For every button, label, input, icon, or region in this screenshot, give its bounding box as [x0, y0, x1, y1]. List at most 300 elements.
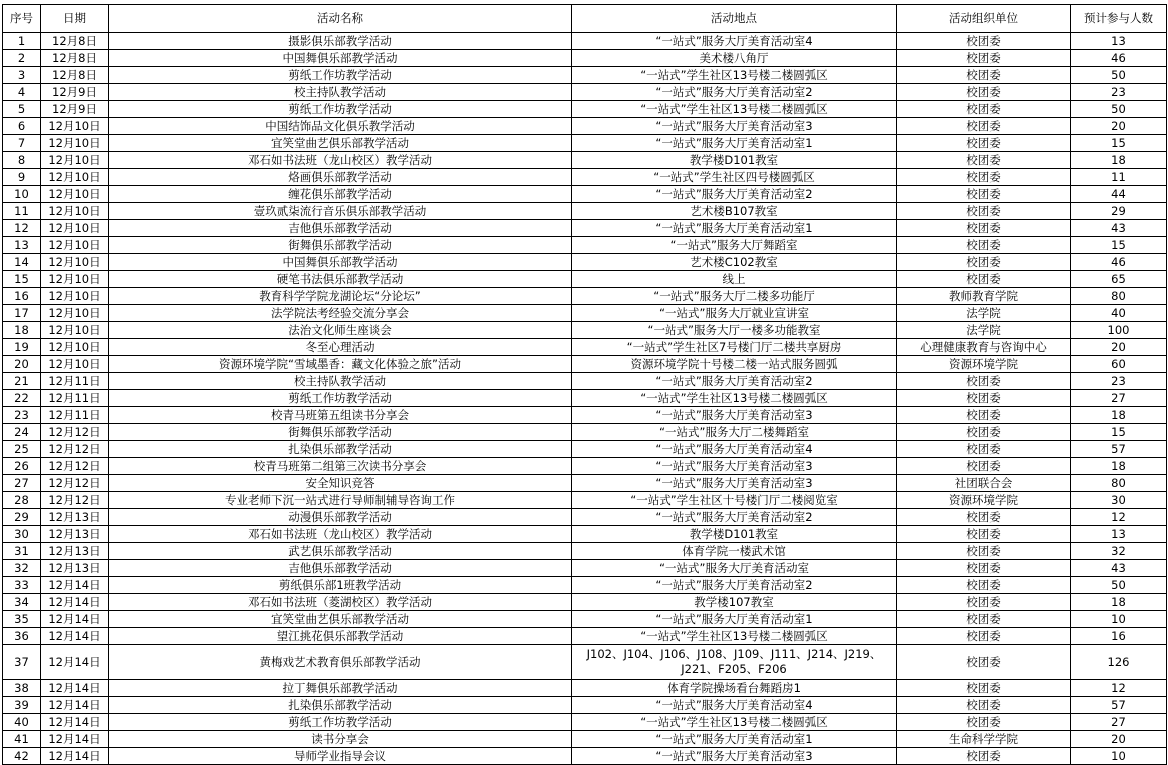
row-no-cell: 38 [3, 680, 41, 697]
location-cell: “一站式”服务大厅美育活动室2 [572, 577, 897, 594]
table-row [3, 628, 1167, 645]
activity-name-cell: 拉丁舞俱乐部教学活动 [109, 680, 572, 697]
attendance-cell: 57 [1071, 697, 1167, 714]
table-row [3, 748, 1167, 765]
table-row [3, 84, 1167, 101]
location-cell: “一站式”服务大厅美育活动室2 [572, 84, 897, 101]
location-cell: “一站式”服务大厅美育活动室4 [572, 33, 897, 50]
row-no-cell: 1 [3, 33, 41, 50]
row-no-cell: 19 [3, 339, 41, 356]
date-cell: 12月10日 [41, 152, 109, 169]
date-cell: 12月12日 [41, 458, 109, 475]
activity-name-cell: 中国舞俱乐部教学活动 [109, 50, 572, 67]
location-cell: “一站式”服务大厅美育活动室1 [572, 611, 897, 628]
date-cell: 12月14日 [41, 731, 109, 748]
table-row [3, 577, 1167, 594]
activity-name-cell: 法治文化师生座谈会 [109, 322, 572, 339]
activity-name-cell: 街舞俱乐部教学活动 [109, 237, 572, 254]
organizer-cell: 校团委 [897, 169, 1071, 186]
row-no-cell: 3 [3, 67, 41, 84]
organizer-cell: 校团委 [897, 526, 1071, 543]
date-cell: 12月14日 [41, 748, 109, 765]
row-no-cell: 36 [3, 628, 41, 645]
activity-name-cell: 宜笑堂曲艺俱乐部教学活动 [109, 135, 572, 152]
attendance-cell: 15 [1071, 135, 1167, 152]
date-cell: 12月13日 [41, 509, 109, 526]
organizer-cell: 生命科学学院 [897, 731, 1071, 748]
table-row [3, 458, 1167, 475]
location-cell: “一站式”服务大厅美育活动室3 [572, 118, 897, 135]
date-cell: 12月14日 [41, 594, 109, 611]
date-cell: 12月10日 [41, 169, 109, 186]
attendance-cell: 20 [1071, 118, 1167, 135]
date-cell: 12月13日 [41, 526, 109, 543]
organizer-cell: 资源环境学院 [897, 492, 1071, 509]
location-cell: “一站式”服务大厅美育活动室3 [572, 475, 897, 492]
header-no: 序号 [3, 5, 41, 33]
attendance-cell: 60 [1071, 356, 1167, 373]
organizer-cell: 校团委 [897, 373, 1071, 390]
row-no-cell: 23 [3, 407, 41, 424]
attendance-cell: 18 [1071, 152, 1167, 169]
location-cell: J102、J104、J106、J108、J109、J111、J214、J219、J221、F205、F206 [572, 645, 897, 680]
row-no-cell: 22 [3, 390, 41, 407]
activity-name-cell: 资源环境学院“雪域墨香：藏文化体验之旅”活动 [109, 356, 572, 373]
table-row [3, 509, 1167, 526]
row-no-cell: 5 [3, 101, 41, 118]
table-row [3, 697, 1167, 714]
header-name: 活动名称 [109, 5, 572, 33]
row-no-cell: 14 [3, 254, 41, 271]
organizer-cell: 校团委 [897, 543, 1071, 560]
organizer-cell: 校团委 [897, 203, 1071, 220]
table-row [3, 152, 1167, 169]
date-cell: 12月14日 [41, 611, 109, 628]
organizer-cell: 校团委 [897, 50, 1071, 67]
date-cell: 12月10日 [41, 237, 109, 254]
attendance-cell: 126 [1071, 645, 1167, 680]
organizer-cell: 校团委 [897, 118, 1071, 135]
organizer-cell: 校团委 [897, 33, 1071, 50]
attendance-cell: 18 [1071, 407, 1167, 424]
location-cell: “一站式”服务大厅二楼多功能厅 [572, 288, 897, 305]
location-cell: “一站式”服务大厅美育活动室2 [572, 509, 897, 526]
organizer-cell: 校团委 [897, 135, 1071, 152]
row-no-cell: 27 [3, 475, 41, 492]
attendance-cell: 65 [1071, 271, 1167, 288]
table-row [3, 203, 1167, 220]
date-cell: 12月12日 [41, 441, 109, 458]
date-cell: 12月13日 [41, 543, 109, 560]
table-row [3, 288, 1167, 305]
attendance-cell: 30 [1071, 492, 1167, 509]
table-row [3, 714, 1167, 731]
activity-name-cell: 烙画俱乐部教学活动 [109, 169, 572, 186]
activity-name-cell: 扎染俱乐部教学活动 [109, 697, 572, 714]
organizer-cell: 校团委 [897, 680, 1071, 697]
activity-name-cell: 扎染俱乐部教学活动 [109, 441, 572, 458]
organizer-cell: 校团委 [897, 509, 1071, 526]
organizer-cell: 校团委 [897, 628, 1071, 645]
row-no-cell: 34 [3, 594, 41, 611]
location-cell: 艺术楼C102教室 [572, 254, 897, 271]
attendance-cell: 80 [1071, 475, 1167, 492]
attendance-cell: 32 [1071, 543, 1167, 560]
table-row [3, 339, 1167, 356]
activity-name-cell: 黄梅戏艺术教育俱乐部教学活动 [109, 645, 572, 680]
table-row [3, 424, 1167, 441]
date-cell: 12月10日 [41, 305, 109, 322]
attendance-cell: 43 [1071, 220, 1167, 237]
table-row [3, 611, 1167, 628]
table-row [3, 407, 1167, 424]
location-cell: “一站式”服务大厅二楼舞蹈室 [572, 424, 897, 441]
organizer-cell: 校团委 [897, 186, 1071, 203]
table-row [3, 543, 1167, 560]
attendance-cell: 20 [1071, 731, 1167, 748]
location-cell: 教学楼D101教室 [572, 152, 897, 169]
location-cell: “一站式”服务大厅美育活动室2 [572, 373, 897, 390]
attendance-cell: 15 [1071, 424, 1167, 441]
table-row [3, 50, 1167, 67]
date-cell: 12月10日 [41, 220, 109, 237]
date-cell: 12月9日 [41, 101, 109, 118]
organizer-cell: 校团委 [897, 152, 1071, 169]
date-cell: 12月11日 [41, 373, 109, 390]
location-cell: “一站式”服务大厅美育活动室4 [572, 441, 897, 458]
organizer-cell: 校团委 [897, 407, 1071, 424]
row-no-cell: 39 [3, 697, 41, 714]
organizer-cell: 校团委 [897, 390, 1071, 407]
date-cell: 12月12日 [41, 492, 109, 509]
activity-name-cell: 校青马班第二组第三次读书分享会 [109, 458, 572, 475]
activity-name-cell: 中国舞俱乐部教学活动 [109, 254, 572, 271]
activity-name-cell: 街舞俱乐部教学活动 [109, 424, 572, 441]
attendance-cell: 27 [1071, 390, 1167, 407]
attendance-cell: 23 [1071, 84, 1167, 101]
activity-name-cell: 剪纸工作坊教学活动 [109, 714, 572, 731]
row-no-cell: 2 [3, 50, 41, 67]
organizer-cell: 心理健康教育与咨询中心 [897, 339, 1071, 356]
row-no-cell: 32 [3, 560, 41, 577]
activity-name-cell: 吉他俱乐部教学活动 [109, 220, 572, 237]
attendance-cell: 18 [1071, 458, 1167, 475]
attendance-cell: 15 [1071, 237, 1167, 254]
row-no-cell: 12 [3, 220, 41, 237]
activity-name-cell: 摄影俱乐部教学活动 [109, 33, 572, 50]
attendance-cell: 40 [1071, 305, 1167, 322]
activity-name-cell: 冬至心理活动 [109, 339, 572, 356]
location-cell: “一站式”学生社区13号楼二楼圆弧区 [572, 67, 897, 84]
header-org: 活动组织单位 [897, 5, 1071, 33]
activity-name-cell: 导师学业指导会议 [109, 748, 572, 765]
table-row [3, 135, 1167, 152]
date-cell: 12月9日 [41, 84, 109, 101]
row-no-cell: 21 [3, 373, 41, 390]
organizer-cell: 校团委 [897, 101, 1071, 118]
attendance-cell: 80 [1071, 288, 1167, 305]
table-row [3, 33, 1167, 50]
header-place: 活动地点 [572, 5, 897, 33]
location-cell: “一站式”服务大厅美育活动室2 [572, 186, 897, 203]
table-row [3, 475, 1167, 492]
attendance-cell: 27 [1071, 714, 1167, 731]
table-row [3, 594, 1167, 611]
row-no-cell: 17 [3, 305, 41, 322]
table-row [3, 373, 1167, 390]
date-cell: 12月8日 [41, 50, 109, 67]
organizer-cell: 校团委 [897, 697, 1071, 714]
header-date: 日期 [41, 5, 109, 33]
attendance-cell: 100 [1071, 322, 1167, 339]
table-row [3, 220, 1167, 237]
location-cell: 线上 [572, 271, 897, 288]
activity-name-cell: 邓石如书法班（菱湖校区）教学活动 [109, 594, 572, 611]
activity-name-cell: 硬笔书法俱乐部教学活动 [109, 271, 572, 288]
table-row [3, 560, 1167, 577]
row-no-cell: 30 [3, 526, 41, 543]
organizer-cell: 校团委 [897, 271, 1071, 288]
organizer-cell: 校团委 [897, 748, 1071, 765]
date-cell: 12月12日 [41, 475, 109, 492]
row-no-cell: 25 [3, 441, 41, 458]
row-no-cell: 35 [3, 611, 41, 628]
table-row [3, 356, 1167, 373]
table-row [3, 118, 1167, 135]
location-cell: “一站式”学生社区13号楼二楼圆弧区 [572, 714, 897, 731]
activity-name-cell: 剪纸俱乐部1班教学活动 [109, 577, 572, 594]
row-no-cell: 33 [3, 577, 41, 594]
table-row [3, 254, 1167, 271]
date-cell: 12月10日 [41, 186, 109, 203]
date-cell: 12月8日 [41, 67, 109, 84]
date-cell: 12月14日 [41, 697, 109, 714]
location-cell: “一站式”服务大厅就业宣讲室 [572, 305, 897, 322]
activity-name-cell: 邓石如书法班（龙山校区）教学活动 [109, 152, 572, 169]
date-cell: 12月14日 [41, 628, 109, 645]
attendance-cell: 20 [1071, 339, 1167, 356]
date-cell: 12月13日 [41, 560, 109, 577]
date-cell: 12月10日 [41, 322, 109, 339]
attendance-cell: 12 [1071, 509, 1167, 526]
attendance-cell: 29 [1071, 203, 1167, 220]
table-row [3, 390, 1167, 407]
attendance-cell: 10 [1071, 611, 1167, 628]
activity-table [2, 4, 1167, 765]
row-no-cell: 26 [3, 458, 41, 475]
organizer-cell: 校团委 [897, 67, 1071, 84]
date-cell: 12月14日 [41, 645, 109, 680]
activity-name-cell: 校主持队教学活动 [109, 84, 572, 101]
header-row [3, 5, 1167, 33]
organizer-cell: 校团委 [897, 237, 1071, 254]
location-cell: “一站式”服务大厅美育活动室3 [572, 748, 897, 765]
organizer-cell: 社团联合会 [897, 475, 1071, 492]
organizer-cell: 校团委 [897, 441, 1071, 458]
attendance-cell: 12 [1071, 680, 1167, 697]
organizer-cell: 校团委 [897, 84, 1071, 101]
activity-name-cell: 读书分享会 [109, 731, 572, 748]
activity-name-cell: 安全知识竞答 [109, 475, 572, 492]
row-no-cell: 28 [3, 492, 41, 509]
organizer-cell: 校团委 [897, 611, 1071, 628]
location-cell: “一站式”学生社区7号楼门厅二楼共享厨房 [572, 339, 897, 356]
organizer-cell: 教师教育学院 [897, 288, 1071, 305]
attendance-cell: 44 [1071, 186, 1167, 203]
row-no-cell: 42 [3, 748, 41, 765]
row-no-cell: 29 [3, 509, 41, 526]
attendance-cell: 13 [1071, 33, 1167, 50]
location-cell: “一站式”学生社区13号楼二楼圆弧区 [572, 101, 897, 118]
table-row [3, 101, 1167, 118]
location-cell: “一站式”服务大厅美育活动室1 [572, 135, 897, 152]
attendance-cell: 18 [1071, 594, 1167, 611]
activity-name-cell: 武艺俱乐部教学活动 [109, 543, 572, 560]
table-row [3, 526, 1167, 543]
row-no-cell: 13 [3, 237, 41, 254]
date-cell: 12月10日 [41, 135, 109, 152]
organizer-cell: 校团委 [897, 560, 1071, 577]
location-cell: 教学楼D101教室 [572, 526, 897, 543]
organizer-cell: 资源环境学院 [897, 356, 1071, 373]
table-row [3, 492, 1167, 509]
table-row [3, 271, 1167, 288]
table-row [3, 169, 1167, 186]
location-cell: 体育学院一楼武术馆 [572, 543, 897, 560]
table-row [3, 67, 1167, 84]
activity-name-cell: 校主持队教学活动 [109, 373, 572, 390]
attendance-cell: 16 [1071, 628, 1167, 645]
table-body [3, 33, 1167, 765]
location-cell: “一站式”服务大厅美育活动室 [572, 560, 897, 577]
attendance-cell: 13 [1071, 526, 1167, 543]
activity-name-cell: 剪纸工作坊教学活动 [109, 67, 572, 84]
table-row [3, 322, 1167, 339]
location-cell: 体育学院操场看台舞蹈房1 [572, 680, 897, 697]
row-no-cell: 24 [3, 424, 41, 441]
date-cell: 12月10日 [41, 288, 109, 305]
row-no-cell: 40 [3, 714, 41, 731]
organizer-cell: 法学院 [897, 305, 1071, 322]
organizer-cell: 校团委 [897, 424, 1071, 441]
location-cell: “一站式”学生社区13号楼二楼圆弧区 [572, 628, 897, 645]
location-cell: “一站式”学生社区十号楼门厅二楼阅览室 [572, 492, 897, 509]
activity-name-cell: 中国结饰品文化俱乐教学活动 [109, 118, 572, 135]
location-cell: “一站式”服务大厅美育活动室1 [572, 731, 897, 748]
location-cell: “一站式”服务大厅一楼多功能教室 [572, 322, 897, 339]
row-no-cell: 6 [3, 118, 41, 135]
organizer-cell: 校团委 [897, 577, 1071, 594]
row-no-cell: 31 [3, 543, 41, 560]
date-cell: 12月11日 [41, 407, 109, 424]
attendance-cell: 50 [1071, 67, 1167, 84]
activity-name-cell: 邓石如书法班（龙山校区）教学活动 [109, 526, 572, 543]
row-no-cell: 41 [3, 731, 41, 748]
organizer-cell: 校团委 [897, 220, 1071, 237]
attendance-cell: 57 [1071, 441, 1167, 458]
attendance-cell: 23 [1071, 373, 1167, 390]
organizer-cell: 校团委 [897, 645, 1071, 680]
location-cell: “一站式”学生社区四号楼圆弧区 [572, 169, 897, 186]
attendance-cell: 50 [1071, 577, 1167, 594]
row-no-cell: 4 [3, 84, 41, 101]
attendance-cell: 43 [1071, 560, 1167, 577]
table-row [3, 305, 1167, 322]
date-cell: 12月14日 [41, 680, 109, 697]
organizer-cell: 校团委 [897, 254, 1071, 271]
location-cell: “一站式”服务大厅美育活动室3 [572, 407, 897, 424]
organizer-cell: 校团委 [897, 594, 1071, 611]
row-no-cell: 11 [3, 203, 41, 220]
location-cell: “一站式”学生社区13号楼二楼圆弧区 [572, 390, 897, 407]
attendance-cell: 11 [1071, 169, 1167, 186]
location-cell: 艺术楼B107教室 [572, 203, 897, 220]
location-cell: “一站式”服务大厅美育活动室4 [572, 697, 897, 714]
row-no-cell: 15 [3, 271, 41, 288]
row-no-cell: 9 [3, 169, 41, 186]
date-cell: 12月10日 [41, 271, 109, 288]
activity-name-cell: 吉他俱乐部教学活动 [109, 560, 572, 577]
activity-name-cell: 校青马班第五组读书分享会 [109, 407, 572, 424]
activity-name-cell: 专业老师下沉一站式进行导师制辅导咨询工作 [109, 492, 572, 509]
organizer-cell: 法学院 [897, 322, 1071, 339]
date-cell: 12月14日 [41, 577, 109, 594]
row-no-cell: 7 [3, 135, 41, 152]
row-no-cell: 20 [3, 356, 41, 373]
row-no-cell: 37 [3, 645, 41, 680]
table-row [3, 186, 1167, 203]
date-cell: 12月12日 [41, 424, 109, 441]
activity-name-cell: 教育科学学院龙湖论坛“分论坛” [109, 288, 572, 305]
row-no-cell: 10 [3, 186, 41, 203]
table-row [3, 680, 1167, 697]
organizer-cell: 校团委 [897, 714, 1071, 731]
table-row [3, 441, 1167, 458]
activity-name-cell: 壹玖贰柒流行音乐俱乐部教学活动 [109, 203, 572, 220]
table-row [3, 237, 1167, 254]
row-no-cell: 8 [3, 152, 41, 169]
location-cell: “一站式”服务大厅美育活动室3 [572, 458, 897, 475]
date-cell: 12月10日 [41, 254, 109, 271]
location-cell: 美术楼八角厅 [572, 50, 897, 67]
row-no-cell: 18 [3, 322, 41, 339]
date-cell: 12月10日 [41, 356, 109, 373]
location-cell: “一站式”服务大厅美育活动室1 [572, 220, 897, 237]
activity-name-cell: 法学院法考经验交流分享会 [109, 305, 572, 322]
date-cell: 12月11日 [41, 390, 109, 407]
date-cell: 12月10日 [41, 203, 109, 220]
activity-name-cell: 宜笑堂曲艺俱乐部教学活动 [109, 611, 572, 628]
attendance-cell: 46 [1071, 254, 1167, 271]
location-cell: “一站式”服务大厅舞蹈室 [572, 237, 897, 254]
table-row [3, 731, 1167, 748]
activity-name-cell: 缠花俱乐部教学活动 [109, 186, 572, 203]
row-no-cell: 16 [3, 288, 41, 305]
activity-name-cell: 望江挑花俱乐部教学活动 [109, 628, 572, 645]
date-cell: 12月14日 [41, 714, 109, 731]
attendance-cell: 10 [1071, 748, 1167, 765]
table-row [3, 645, 1167, 680]
activity-name-cell: 动漫俱乐部教学活动 [109, 509, 572, 526]
attendance-cell: 46 [1071, 50, 1167, 67]
date-cell: 12月10日 [41, 118, 109, 135]
organizer-cell: 校团委 [897, 458, 1071, 475]
activity-name-cell: 剪纸工作坊教学活动 [109, 101, 572, 118]
activity-name-cell: 剪纸工作坊教学活动 [109, 390, 572, 407]
header-count: 预计参与人数 [1071, 5, 1167, 33]
location-cell: 资源环境学院十号楼二楼一站式服务圆弧 [572, 356, 897, 373]
date-cell: 12月8日 [41, 33, 109, 50]
